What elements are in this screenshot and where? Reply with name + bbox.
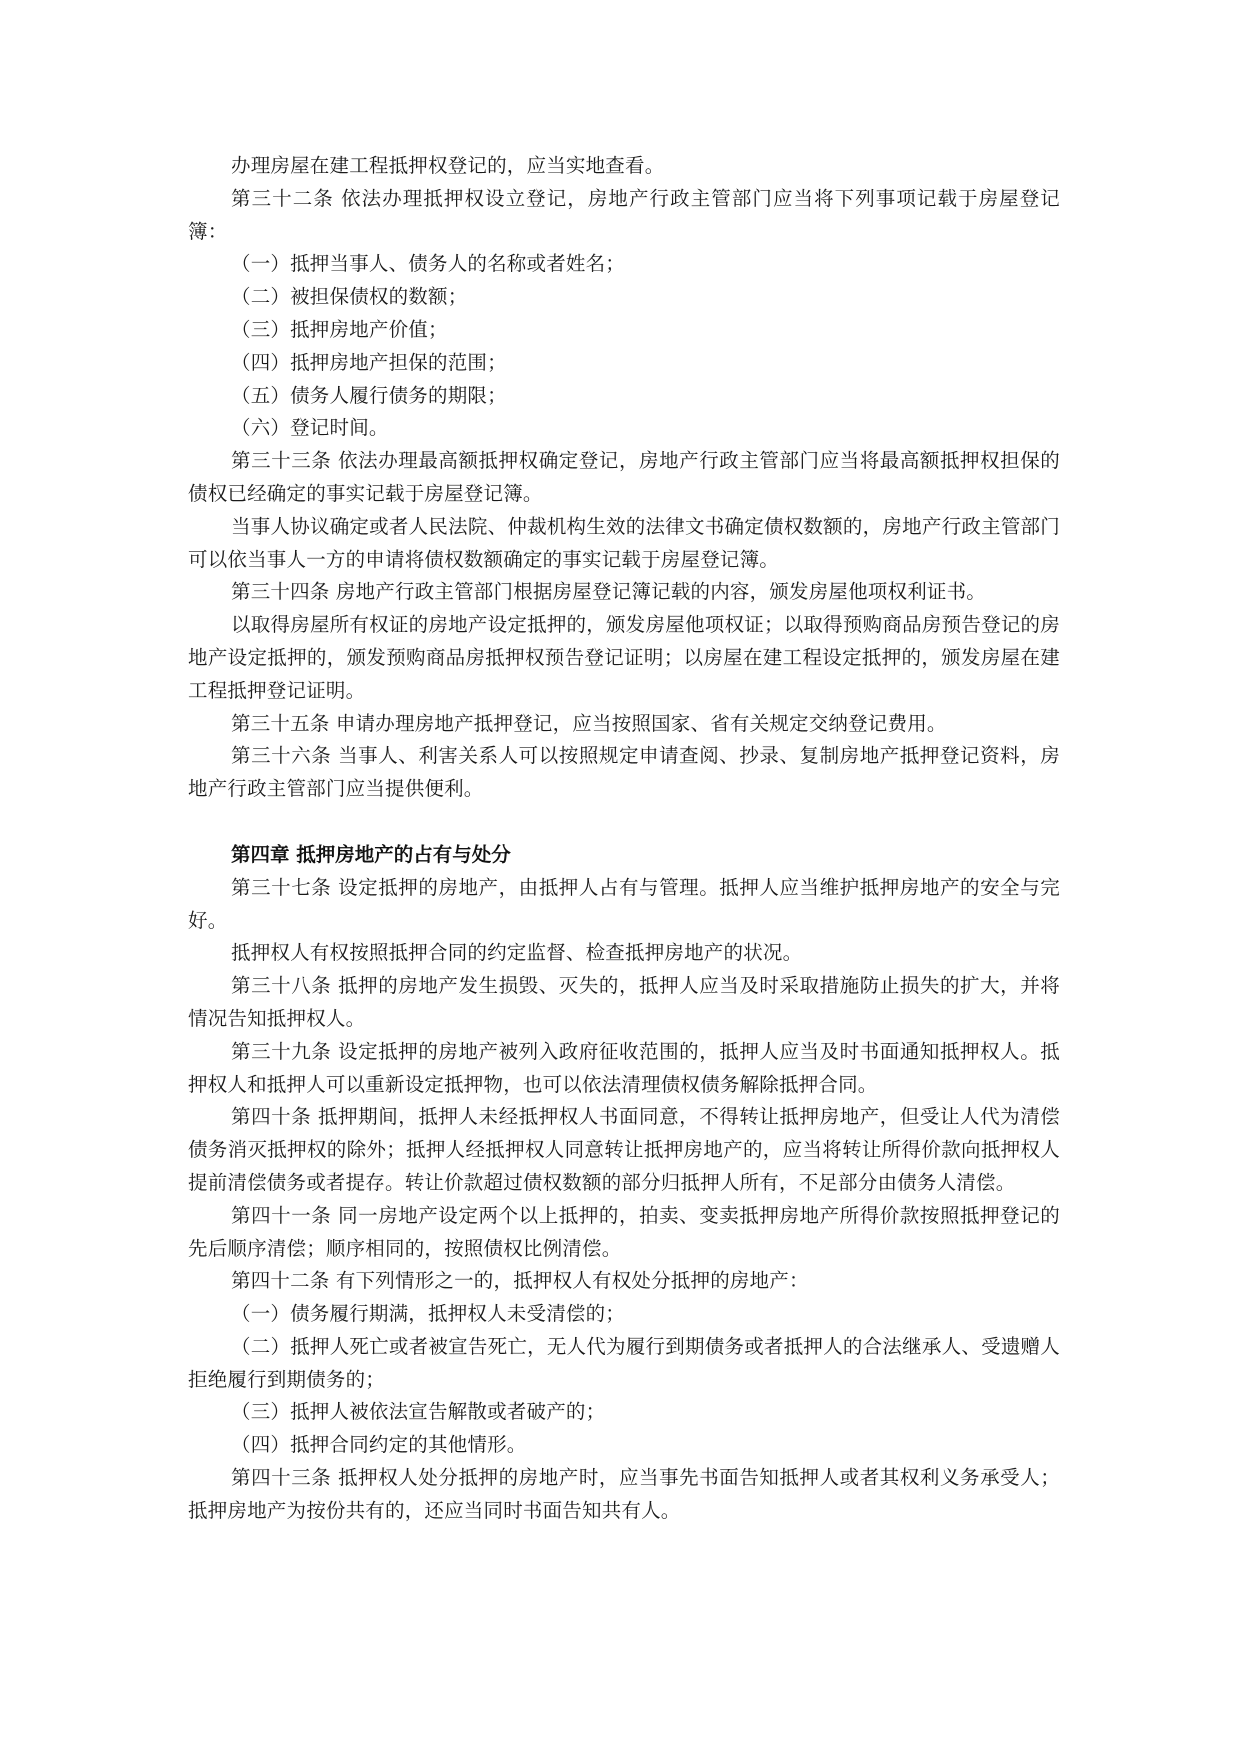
article-37: 第三十七条 设定抵押的房地产，由抵押人占有与管理。抵押人应当维护抵押房地产的安全与完好。	[188, 875, 1060, 932]
paragraph: 以取得房屋所有权证的房地产设定抵押的，颁发房屋他项权证；以取得预购商品房预告登记的房地产设定抵押的，颁发预购商品房抵押权预告登记证明；以房屋在建工程设定抵押的，颁发房屋在建工程抵押登记证明。	[188, 613, 1060, 702]
list-item: （三）抵押人被依法宣告解散或者破产的；	[231, 1400, 606, 1424]
article-40: 第四十条 抵押期间，抵押人未经抵押权人书面同意，不得转让抵押房地产，但受让人代为清偿债务消灭抵押权的除外；抵押人经抵押权人同意转让抵押房地产的，应当将转让所得价款向抵押权人提前清偿债务或者提存。转让价款超过债权数额的部分归抵押人所有，不足部分由债务人清偿。	[188, 1105, 1060, 1194]
list-item: （一）债务履行期满，抵押权人未受清偿的；	[231, 1302, 626, 1326]
article-43: 第四十三条 抵押权人处分抵押的房地产时，应当事先书面告知抵押人或者其权利义务承受人；抵押房地产为按份共有的，还应当同时书面告知共有人。	[188, 1466, 1060, 1522]
list-item: （五）债务人履行债务的期限；	[231, 383, 507, 407]
list-item: （二）抵押人死亡或者被宣告死亡，无人代为履行到期债务或者抵押人的合法继承人、受遗赠人拒绝履行到期债务的；	[188, 1334, 1060, 1391]
article-34: 第三十四条 房地产行政主管部门根据房屋登记簿记载的内容，颁发房屋他项权利证书。	[231, 580, 986, 604]
article-36: 第三十六条 当事人、利害关系人可以按照规定申请查阅、抄录、复制房地产抵押登记资料，房地产行政主管部门应当提供便利。	[188, 744, 1060, 801]
list-item: （二）被担保债权的数额；	[231, 285, 468, 309]
list-item: （四）抵押合同约定的其他情形。	[231, 1433, 527, 1457]
paragraph: 当事人协议确定或者人民法院、仲裁机构生效的法律文书确定债权数额的，房地产行政主管部门可以依当事人一方的申请将债权数额确定的事实记载于房屋登记簿。	[188, 514, 1060, 571]
paragraph: 办理房屋在建工程抵押权登记的，应当实地查看。	[231, 154, 665, 177]
document-body	[188, 150, 1060, 1528]
article-41: 第四十一条 同一房地产设定两个以上抵押的，拍卖、变卖抵押房地产所得价款按照抵押登记的先后顺序清偿；顺序相同的，按照债权比例清偿。	[188, 1203, 1060, 1260]
article-39: 第三十九条 设定抵押的房地产被列入政府征收范围的，抵押人应当及时书面通知抵押权人。抵押权人和抵押人可以重新设定抵押物，也可以依法清理债权债务解除抵押合同。	[188, 1039, 1060, 1096]
list-item: （六）登记时间。	[231, 416, 389, 440]
list-item: （一）抵押当事人、债务人的名称或者姓名；	[231, 252, 626, 276]
article-35: 第三十五条 申请办理房地产抵押登记，应当按照国家、省有关规定交纳登记费用。	[231, 711, 947, 735]
list-item: （四）抵押房地产担保的范围；	[231, 350, 507, 374]
paragraph: 抵押权人有权按照抵押合同的约定监督、检查抵押房地产的状况。	[231, 941, 803, 965]
article-42: 第四十二条 有下列情形之一的，抵押权人有权处分抵押的房地产：	[231, 1269, 809, 1293]
chapter-heading: 第四章 抵押房地产的占有与处分	[231, 842, 511, 866]
article-38: 第三十八条 抵押的房地产发生损毁、灭失的，抵押人应当及时采取措施防止损失的扩大，并将情况告知抵押权人。	[188, 974, 1060, 1030]
list-item: （三）抵押房地产价值；	[231, 317, 448, 341]
article-32: 第三十二条 依法办理抵押权设立登记，房地产行政主管部门应当将下列事项记载于房屋登记簿：	[188, 186, 1060, 243]
article-33: 第三十三条 依法办理最高额抵押权确定登记，房地产行政主管部门应当将最高额抵押权担保的债权已经确定的事实记载于房屋登记簿。	[188, 449, 1060, 505]
